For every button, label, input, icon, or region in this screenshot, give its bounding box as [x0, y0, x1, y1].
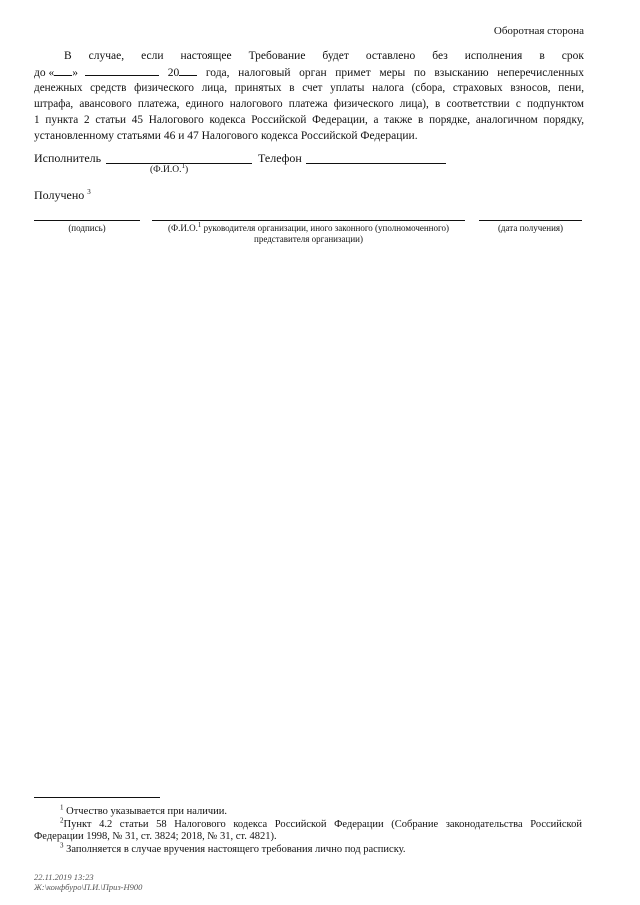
- word: примет: [335, 67, 371, 79]
- phone-label: Телефон: [258, 151, 302, 165]
- footnote-separator: [34, 797, 160, 798]
- caption-text: (Ф.И.О.: [168, 223, 198, 233]
- word: налоговый: [238, 67, 291, 79]
- word: срок: [561, 50, 584, 62]
- day-field[interactable]: [54, 65, 72, 76]
- caption-text: руководителя организации, иного законного (уполномоченного): [201, 223, 449, 233]
- paragraph-line-2: [34, 65, 584, 82]
- footnote-text: Заполняется в случае вручения настоящего требования лично под расписку.: [66, 844, 406, 855]
- word: исполнения: [464, 50, 523, 62]
- year-prefix: 20: [167, 67, 180, 79]
- paragraph-line-6: установленному статьями 46 и 47 Налогового кодекса Российской Федерации.: [34, 130, 418, 142]
- word: Требование: [248, 50, 306, 62]
- word: случае,: [88, 50, 125, 62]
- word: В: [64, 50, 72, 62]
- word: по: [413, 67, 426, 79]
- fio-caption-close: ): [185, 165, 189, 175]
- footnote-3: [60, 841, 406, 857]
- word: без: [432, 50, 448, 62]
- footnote-2: [34, 816, 582, 832]
- phone-field[interactable]: [306, 163, 446, 164]
- print-timestamp: 22.11.2019 13:23: [34, 872, 94, 882]
- footnote-1: [60, 803, 228, 819]
- representative-caption-line-1: [152, 223, 465, 234]
- paragraph-line-3: денежных средств физического лица, принятых в счет уплаты налога (сбора, страховых взносов, пени,: [34, 82, 584, 94]
- word: если: [141, 50, 164, 62]
- month-field[interactable]: [85, 65, 159, 76]
- signature-field[interactable]: [34, 220, 140, 221]
- page-side-label: Оборотная сторона: [493, 25, 584, 37]
- word: года,: [205, 67, 230, 79]
- received-text: Получено: [34, 188, 85, 202]
- paragraph-line-4: штрафа, авансового платежа, единого налогового платежа физического лица), в соответствии с подпунктом: [34, 98, 584, 110]
- fio-caption-text: (Ф.И.О.: [150, 165, 182, 175]
- paragraph-line-5: 1 пункта 2 статьи 45 Налогового кодекса Российской Федерации, а также в порядке, аналогичном порядку,: [34, 114, 584, 126]
- executor-label: Исполнитель: [34, 151, 102, 165]
- executor-name-field[interactable]: [106, 163, 252, 164]
- date-caption: (дата получения): [497, 223, 564, 233]
- word: в: [539, 50, 545, 62]
- footnote-text: Пункт 4.2 статьи 58 Налогового кодекса Российской Федерации (Собрание законодательства Российской: [63, 819, 582, 830]
- executor-fio-caption: [150, 161, 189, 176]
- word: будет: [322, 50, 349, 62]
- word: меры: [379, 67, 406, 79]
- footnote-ref: 3: [87, 188, 91, 196]
- receipt-date-field[interactable]: [479, 220, 582, 221]
- word: оставлено: [365, 50, 416, 62]
- word: неперечисленных: [497, 67, 584, 79]
- signature-caption: (подпись): [68, 223, 106, 233]
- received-label: [34, 188, 91, 203]
- document-path: Ж:\конфбуро\П.И.\Приз-Н900: [34, 882, 143, 892]
- year-field[interactable]: [179, 65, 197, 76]
- deadline-date: [34, 65, 197, 82]
- footnote-text: Отчество указывается при наличии.: [66, 806, 228, 817]
- footnote-ref: 1: [197, 221, 202, 229]
- quote-close: »: [72, 67, 78, 79]
- footnote-number: 3: [60, 841, 64, 850]
- footnote-ref: 1: [181, 161, 186, 170]
- representative-caption-line-2: представителя организации): [254, 234, 363, 244]
- footnote-number: 1: [60, 803, 64, 812]
- footnote-2-continued: Федерации 1998, № 31, ст. 3824; 2018, № 31, ст. 4821).: [34, 831, 277, 842]
- word: настоящее: [180, 50, 232, 62]
- word: взысканию: [434, 67, 489, 79]
- word: орган: [299, 67, 327, 79]
- quote-open: до «: [34, 67, 55, 79]
- representative-caption: [152, 223, 465, 245]
- paragraph-line-1: [34, 49, 584, 65]
- footnote-number: 2: [60, 816, 64, 825]
